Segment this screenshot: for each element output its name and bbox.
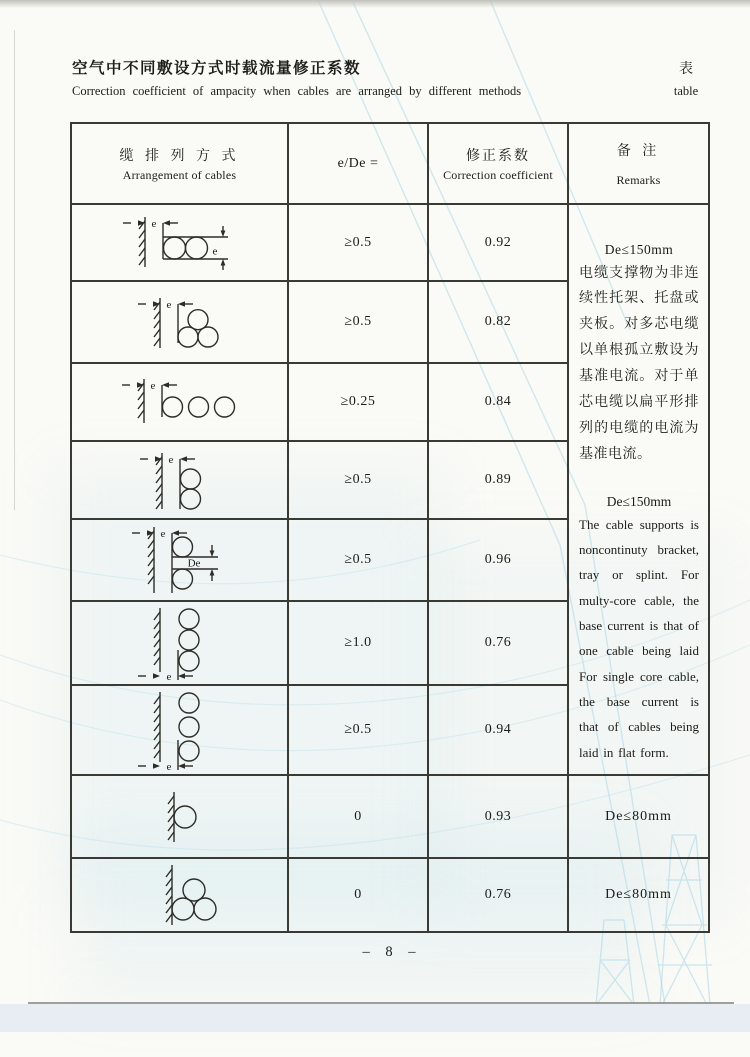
diagram-three-cables-trefoil-on-wall (138, 859, 222, 931)
cell-coefficient-row4: 0.89 (428, 441, 568, 519)
cell-remarks-row8: De≤80mm (568, 775, 709, 858)
header-remarks (568, 123, 709, 204)
header-coefficient-en: Correction coefficient (443, 167, 553, 182)
header-ratio-label: e/De = (337, 155, 379, 171)
cell-arrangement-row6 (71, 601, 288, 685)
cell-ratio-row6: ≥1.0 (288, 601, 428, 685)
cell-remarks-row9: De≤80mm (568, 858, 709, 932)
cell-arrangement-row7 (71, 685, 288, 775)
svg-text:e: e (168, 454, 173, 466)
diagram-two-cables-stacked-spaced-De-on-bracket (124, 521, 236, 599)
table-row (71, 775, 709, 858)
header-remarks-zh: 备 注 (616, 143, 661, 159)
remarks-en-title: De≤150mm (606, 493, 672, 509)
diagram-three-cables-in-row-on-bracket (114, 373, 246, 431)
scan-left-edge (14, 30, 15, 510)
cell-ratio-row9: 0 (288, 858, 428, 932)
remarks-content (569, 214, 708, 766)
cell-coefficient-row6: 0.76 (428, 601, 568, 685)
table-row (71, 858, 709, 932)
corner-table-label (660, 58, 712, 99)
header-remarks-en: Remarks (616, 172, 661, 187)
cell-arrangement-row2 (71, 281, 288, 363)
cell-arrangement-row1 (71, 204, 288, 281)
table-row (71, 204, 709, 281)
header-arrangement (71, 123, 288, 204)
page-title-chinese: 空气中不同敷设方式时载流量修正系数 (72, 60, 362, 77)
cell-coefficient-row1: 0.92 (428, 204, 568, 281)
header-arrangement-en: Arrangement of cables (122, 167, 237, 182)
cell-coefficient-row5: 0.96 (428, 519, 568, 601)
corner-label-chinese: 表 (679, 62, 693, 77)
diagram-three-cables-trefoil-on-bracket (130, 290, 230, 354)
cell-coefficient-row2: 0.82 (428, 281, 568, 363)
svg-text:e: e (151, 217, 156, 230)
cell-ratio-row5: ≥0.5 (288, 519, 428, 601)
svg-text:e: e (166, 671, 171, 683)
remarks-zh-body: 电缆支撑物为非连续性托架、托盘或夹板。对多芯电缆以单根孤立敷设为基准电流。对于单芯电缆以扁平形排列的电缆的电流为基准电流。 (579, 265, 699, 462)
corner-label-english: table (673, 84, 699, 98)
svg-text:e: e (160, 528, 165, 540)
cell-coefficient-row9: 0.76 (428, 858, 568, 932)
svg-text:e: e (166, 299, 171, 311)
scan-page-bottom-edge (28, 1002, 734, 1004)
svg-text:e: e (150, 380, 155, 392)
diagram-two-cables-stacked-touching-on-bracket (132, 445, 228, 515)
diagram-three-cables-stacked-spaced-on-wall (130, 686, 230, 774)
header-coefficient-zh: 修正系数 (466, 148, 530, 164)
scan-top-edge (0, 0, 750, 8)
cell-remarks-merged (568, 204, 709, 775)
cell-arrangement-row4 (71, 441, 288, 519)
page-number: – 8 – (362, 944, 416, 960)
cell-arrangement-row3 (71, 363, 288, 441)
page-title-english: Correction coefficient of ampacity when cables are arranged by different methods (72, 84, 522, 98)
cell-ratio-row1: ≥0.5 (288, 204, 428, 281)
cell-arrangement-row5 (71, 519, 288, 601)
cell-ratio-row7: ≥0.5 (288, 685, 428, 775)
cell-ratio-row2: ≥0.5 (288, 281, 428, 363)
cell-arrangement-row8 (71, 775, 288, 858)
header-arrangement-zh: 缆 排 列 方 式 (119, 148, 240, 164)
correction-coefficient-table (70, 122, 708, 933)
cell-ratio-row8: 0 (288, 775, 428, 858)
cell-arrangement-row9 (71, 858, 288, 932)
diagram-three-cables-stacked-touching-on-wall (130, 602, 230, 684)
cell-ratio-row3: ≥0.25 (288, 363, 428, 441)
diagram-single-cable-on-wall (140, 786, 220, 848)
cell-ratio-row4: ≥0.5 (288, 441, 428, 519)
svg-text:e: e (166, 761, 171, 773)
scan-bottom-band (0, 1004, 750, 1032)
svg-text:e: e (212, 245, 217, 257)
cell-coefficient-row7: 0.94 (428, 685, 568, 775)
cell-coefficient-row3: 0.84 (428, 363, 568, 441)
header-ratio (288, 123, 428, 204)
header-coefficient (428, 123, 568, 204)
remarks-zh-title: De≤150mm (604, 241, 674, 257)
table-header-row (71, 123, 709, 204)
cell-coefficient-row8: 0.93 (428, 775, 568, 858)
svg-text:De: De (187, 557, 200, 570)
diagram-two-cables-side-by-side-on-bracket (115, 209, 245, 277)
remarks-en-body: The cable supports is noncontinuty bracket, tray or splint. For multy-core cable, the base current is that of one cable being laid For single core cable, the base current is that of cables being laid in flat form. (579, 516, 699, 760)
